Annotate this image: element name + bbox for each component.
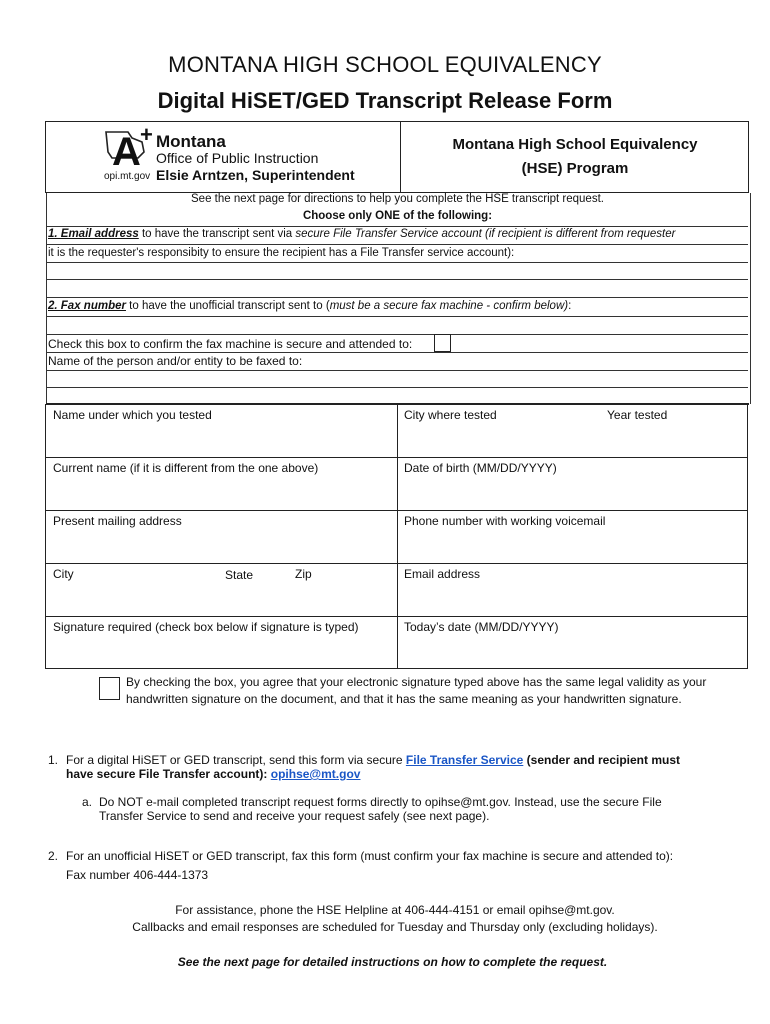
logo-mark: A bbox=[112, 130, 141, 174]
next-page-note: See the next page for detailed instructions on how to complete the request. bbox=[177, 955, 608, 969]
instr1-line1 bbox=[66, 753, 680, 767]
phone-label: Phone number with working voicemail bbox=[404, 514, 606, 528]
today-date-label: Today’s date (MM/DD/YYYY) bbox=[404, 620, 559, 634]
instr1-line2 bbox=[66, 767, 360, 781]
option2-text-c: : bbox=[568, 300, 572, 312]
email-label: Email address bbox=[404, 567, 481, 581]
option1-line1 bbox=[48, 228, 675, 240]
logo-montana: Montana bbox=[156, 132, 226, 151]
opihse-email-link[interactable]: opihse@mt.gov bbox=[270, 767, 361, 781]
esign-text bbox=[126, 674, 746, 708]
mailing-address-label: Present mailing address bbox=[53, 514, 182, 528]
dob-label: Date of birth (MM/DD/YYYY) bbox=[404, 461, 557, 475]
fax-confirm-label: Check this box to confirm the fax machine is secure and attended to: bbox=[48, 337, 413, 351]
instr2-num: 2. bbox=[48, 849, 59, 863]
instr-a-num: a. bbox=[82, 795, 93, 809]
option1-lead: 1. Email address bbox=[48, 228, 139, 240]
instr1-text-b: (sender and recipient must bbox=[523, 753, 681, 767]
choose-one-text: Choose only ONE of the following: bbox=[302, 210, 493, 222]
opi-logo bbox=[100, 122, 360, 188]
year-tested-label: Year tested bbox=[607, 408, 668, 422]
fax-number-text: Fax number 406-444-1373 bbox=[66, 868, 209, 882]
rule bbox=[46, 352, 748, 353]
assist-line1: For assistance, phone the HSE Helpline at 406-444-4151 or email opihse@mt.gov. bbox=[175, 903, 615, 917]
instr-a-text bbox=[99, 795, 662, 823]
email-address-field[interactable] bbox=[47, 263, 748, 279]
instr2-line1: For an unofficial HiSET or GED transcript, fax this form (must confirm your fax machine is secure and attended to): bbox=[66, 849, 674, 863]
rule bbox=[45, 510, 748, 511]
program-title bbox=[401, 133, 749, 181]
rule bbox=[45, 457, 748, 458]
city-tested-label: City where tested bbox=[404, 408, 497, 422]
fields-divider bbox=[397, 404, 398, 669]
rule bbox=[46, 297, 748, 298]
fax-number-field[interactable] bbox=[47, 317, 748, 333]
option1-text-b: secure File Transfer Service account (if recipient is different from requester bbox=[295, 228, 676, 240]
signature-label: Signature required (check box below if signature is typed) bbox=[53, 620, 359, 634]
rule bbox=[46, 244, 748, 245]
rule bbox=[46, 387, 748, 388]
option2-line bbox=[48, 300, 571, 312]
fax-name-label: Name of the person and/or entity to be faxed to: bbox=[48, 354, 303, 368]
esign-line1: By checking the box, you agree that your electronic signature typed above has the same legal validity as your bbox=[126, 675, 707, 689]
assist-line2: Callbacks and email responses are scheduled for Tuesday and Thursday only (excluding holidays). bbox=[132, 920, 658, 934]
fax-confirm-checkbox[interactable] bbox=[434, 334, 451, 352]
program-line1: Montana High School Equivalency bbox=[452, 136, 698, 153]
option2-lead: 2. Fax number bbox=[48, 300, 126, 312]
instr1-text-a: For a digital HiSET or GED transcript, send this form via secure bbox=[66, 753, 406, 767]
city-label: City bbox=[53, 567, 74, 581]
email-address-field-2[interactable] bbox=[47, 280, 748, 296]
logo-url: opi.mt.gov bbox=[104, 171, 151, 182]
logo-superintendent: Elsie Arntzen, Superintendent bbox=[156, 167, 355, 183]
option1-line2: it is the requester's responsibity to ensure the recipient has a File Transfer service account): bbox=[48, 247, 515, 259]
current-name-label: Current name (if it is different from the one above) bbox=[53, 461, 319, 475]
form-subtitle: Digital HiSET/GED Transcript Release Form bbox=[157, 88, 613, 113]
option2-text-b: must be a secure fax machine - confirm below) bbox=[329, 300, 569, 312]
instr1-num: 1. bbox=[48, 753, 59, 767]
esign-line2: handwritten signature on the document, and that it has the same meaning as your handwritten signature. bbox=[126, 692, 682, 706]
directions-text: See the next page for directions to help you complete the HSE transcript request. bbox=[191, 193, 604, 205]
instr1-text-c: have secure File Transfer account): bbox=[66, 767, 271, 781]
logo-office: Office of Public Instruction bbox=[156, 150, 319, 166]
rule bbox=[46, 334, 748, 335]
rule bbox=[45, 616, 748, 617]
instr-a-line1: Do NOT e-mail completed transcript request forms directly to opihse@mt.gov. Instead, use the secure File bbox=[99, 795, 662, 809]
logo-plus: + bbox=[140, 122, 153, 147]
zip-label: Zip bbox=[295, 567, 312, 581]
form-title: MONTANA HIGH SCHOOL EQUIVALENCY bbox=[168, 52, 602, 77]
rule bbox=[46, 226, 748, 227]
program-line2: (HSE) Program bbox=[521, 160, 629, 177]
esign-checkbox[interactable] bbox=[99, 677, 120, 700]
file-transfer-service-link[interactable]: File Transfer Service bbox=[405, 753, 524, 767]
option1-text-a: to have the transcript sent via bbox=[138, 228, 296, 240]
state-label: State bbox=[225, 568, 254, 582]
option2-text-a: to have the unofficial transcript sent to ( bbox=[125, 300, 330, 312]
name-tested-label: Name under which you tested bbox=[53, 408, 212, 422]
fax-name-field[interactable] bbox=[47, 371, 748, 387]
instr-a-line2: Transfer Service to send and receive your request safely (see next page). bbox=[99, 809, 490, 823]
rule bbox=[45, 563, 748, 564]
